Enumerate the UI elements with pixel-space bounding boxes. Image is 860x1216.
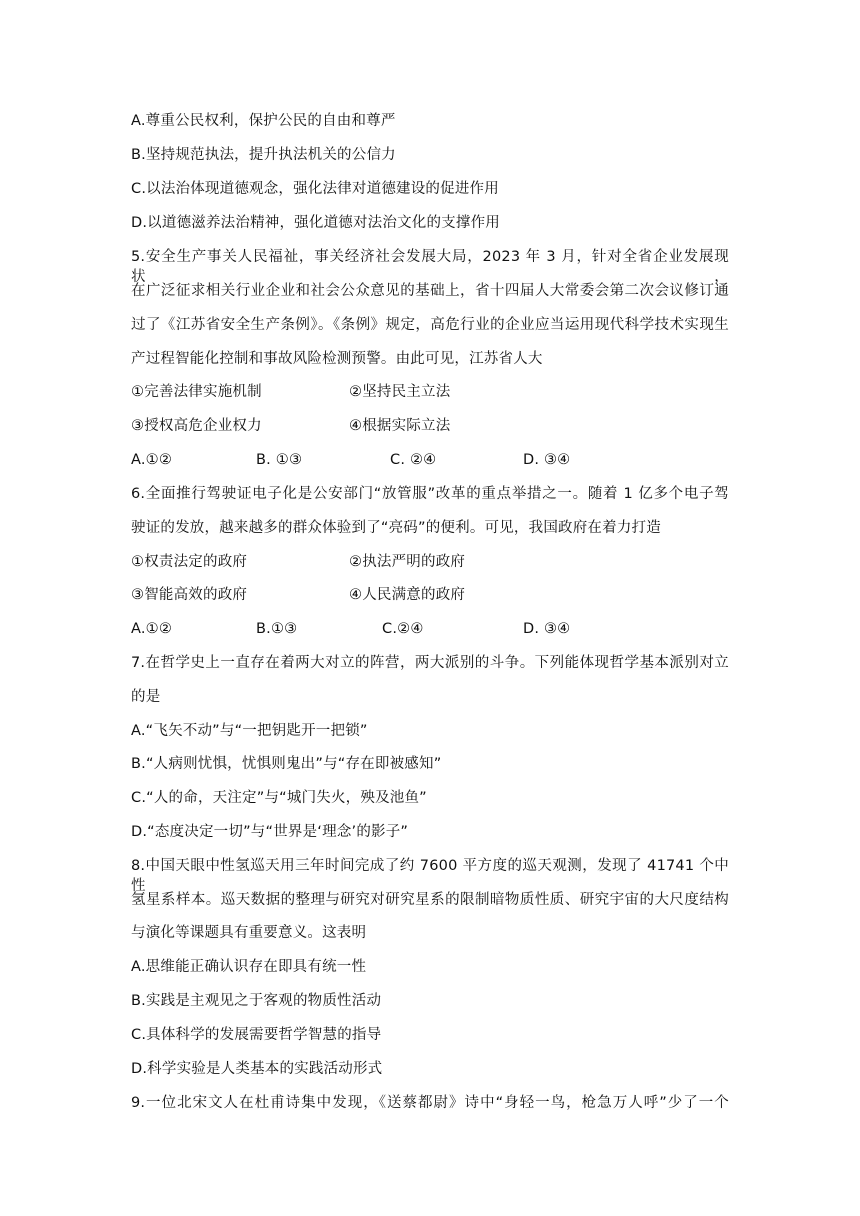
q5-item-2: ②坚持民主立法 [349,384,451,400]
q6-choice-c: C.②④ [382,621,424,637]
q5-choice-d: D. ③④ [523,452,571,468]
q6-item-3: ③智能高效的政府 [131,587,248,603]
q6-stem-line-2: 驶证的发放，越来越多的群众体验到了“亮码”的便利。可见，我国政府在着力打造 [131,520,661,536]
q7-option-d: D.“态度决定一切”与“世界是‘理念’的影子” [131,824,409,840]
q8-option-b: B.实践是主观见之于客观的物质性活动 [131,993,382,1009]
q8-option-a: A.思维能正确认识存在即具有统一性 [131,959,367,975]
q4-option-c: C.以法治体现道德观念，强化法律对道德建设的促进作用 [131,181,499,197]
q4-option-d: D.以道德滋养法治精神，强化道德对法治文化的支撑作用 [131,215,500,231]
q7-stem-line-1: 7.在哲学史上一直存在着两大对立的阵营，两大派别的斗争。下列能体现哲学基本派别对立 [131,655,729,671]
q4-option-b: B.坚持规范执法，提升执法机关的公信力 [131,147,396,163]
q7-option-c: C.“人的命，天注定”与“城门失火，殃及池鱼” [131,790,427,806]
q5-item-3: ③授权高危企业权力 [131,418,262,434]
q6-choice-d: D. ③④ [523,621,571,637]
q8-stem-line-2: 氢星系样本。巡天数据的整理与研究对研究星系的限制暗物质性质、研究宇宙的大尺度结构 [131,892,729,908]
q6-choice-b: B.①③ [256,621,298,637]
q8-stem-line-3: 与演化等课题具有重要意义。这表明 [131,925,367,941]
q6-item-4: ④人民满意的政府 [349,587,466,603]
q9-stem-line-1: 9.一位北宋文人在杜甫诗集中发现，《送蔡都尉》诗中“身轻一鸟，枪急万人呼”少了一个 [131,1095,729,1111]
q6-stem-line-1: 6.全面推行驾驶证电子化是公安部门“放管服”改革的重点举措之一。随着 1 亿多个电子驾 [131,486,729,502]
q5-stem-line-2: 在广泛征求相关行业企业和社会公众意见的基础上，省十四届人大常委会第二次会议修订通 [131,283,729,299]
q5-stem-line-4: 产过程智能化控制和事故风险检测预警。由此可见，江苏省人大 [131,351,543,367]
q6-choice-a: A.①② [131,621,173,637]
q6-item-1: ①权责法定的政府 [131,554,248,570]
q5-choice-b: B. ①③ [256,452,303,468]
q5-choice-a: A.①② [131,452,173,468]
q5-stem-line-1: 5.安全生产事关人民福祉，事关经济社会发展大局，2023 年 3 月，针对全省企业发展现状， [131,249,729,285]
q5-stem-line-3: 过了《江苏省安全生产条例》。《条例》规定，高危行业的企业应当运用现代科学技术实现生 [131,317,729,333]
q7-option-b: B.“人病则忧惧，忧惧则鬼出”与“存在即被感知” [131,756,442,772]
q8-stem-line-1: 8.中国天眼中性氢巡天用三年时间完成了约 7600 平方度的巡天观测，发现了 41741 个中性 [131,858,729,894]
q5-item-1: ①完善法律实施机制 [131,384,262,400]
q6-item-2: ②执法严明的政府 [349,554,466,570]
q7-option-a: A.“飞矢不动”与“一把钥匙开一把锁” [131,723,368,739]
q4-option-a: A.尊重公民权利，保护公民的自由和尊严 [131,113,396,129]
q7-stem-line-2: 的是 [131,689,161,705]
q5-item-4: ④根据实际立法 [349,418,451,434]
q8-option-d: D.科学实验是人类基本的实践活动形式 [131,1061,383,1077]
q8-option-c: C.具体科学的发展需要哲学智慧的指导 [131,1027,382,1043]
q5-choice-c: C. ②④ [390,452,437,468]
